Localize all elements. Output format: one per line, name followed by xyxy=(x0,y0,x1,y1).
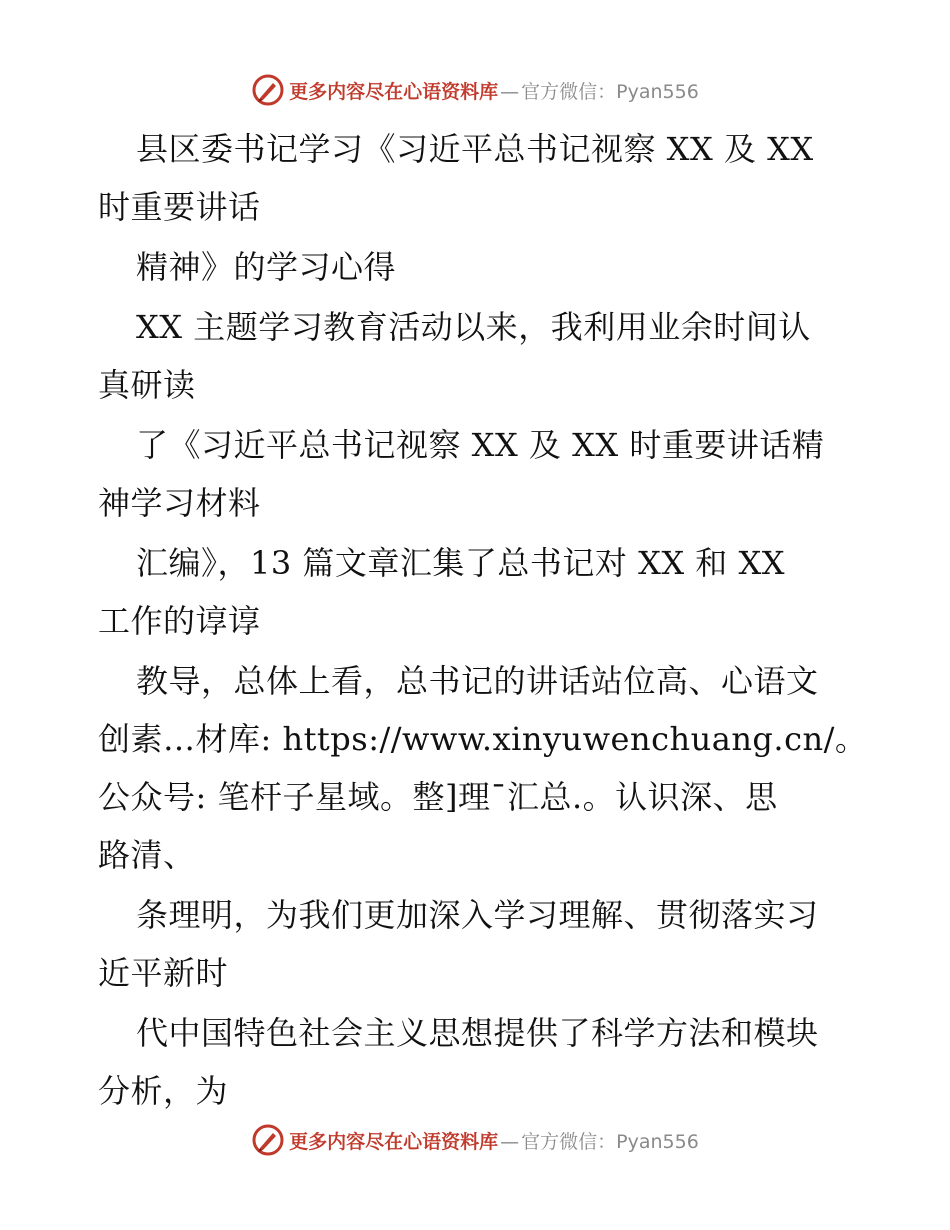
header-banner xyxy=(0,70,950,110)
pen-circle-logo-icon xyxy=(251,1123,285,1157)
banner-brand: 更多内容尽在心语资料库 xyxy=(289,1130,499,1153)
paragraph-line: 条理明，为我们更加深入学习理解、贯彻落实习 xyxy=(136,896,819,934)
paragraph-line: 汇编》，13 篇文章汇集了总书记对 XX 和 XX xyxy=(136,544,786,582)
paragraph-line: 工作的谆谆 xyxy=(98,602,261,640)
paragraph-line: 了《习近平总书记视察 XX 及 XX 时重要讲话精 xyxy=(136,426,825,464)
document-body xyxy=(98,120,868,1120)
title-line-3: 精神》的学习心得 xyxy=(136,248,397,286)
banner-text xyxy=(289,1127,699,1154)
paragraph-line: 路清、 xyxy=(98,836,196,874)
paragraph-line: 近平新时 xyxy=(98,954,229,992)
title-line-2: 时重要讲话 xyxy=(98,188,261,226)
footer-banner xyxy=(0,1120,950,1160)
paragraph-line: 真研读 xyxy=(98,366,196,404)
paragraph-line: 神学习材料 xyxy=(98,484,261,522)
paragraph-line: XX 主题学习教育活动以来，我利用业余时间认 xyxy=(136,308,811,346)
banner-separator: — xyxy=(500,80,520,103)
paragraph-line: 分析，为 xyxy=(98,1072,229,1110)
paragraph-line: 教导，总体上看，总书记的讲话站位高、心语文 xyxy=(136,662,819,700)
title-line-1: 县区委书记学习《习近平总书记视察 XX 及 XX xyxy=(136,130,814,168)
paragraph-line: 创素…材库: https://www.xinyuwenchuang.cn/。 xyxy=(98,720,868,758)
banner-separator: — xyxy=(500,1130,520,1153)
banner-text xyxy=(289,77,699,104)
banner-contact: 官方微信：Pyan556 xyxy=(521,1130,699,1153)
paragraph-line: 代中国特色社会主义思想提供了科学方法和模块 xyxy=(136,1014,819,1052)
paragraph-line: 公众号: 笔杆子星域。整]理¯汇总.。认识深、思 xyxy=(98,778,778,816)
banner-contact: 官方微信：Pyan556 xyxy=(521,80,699,103)
pen-circle-logo-icon xyxy=(251,73,285,107)
banner-brand: 更多内容尽在心语资料库 xyxy=(289,80,499,103)
